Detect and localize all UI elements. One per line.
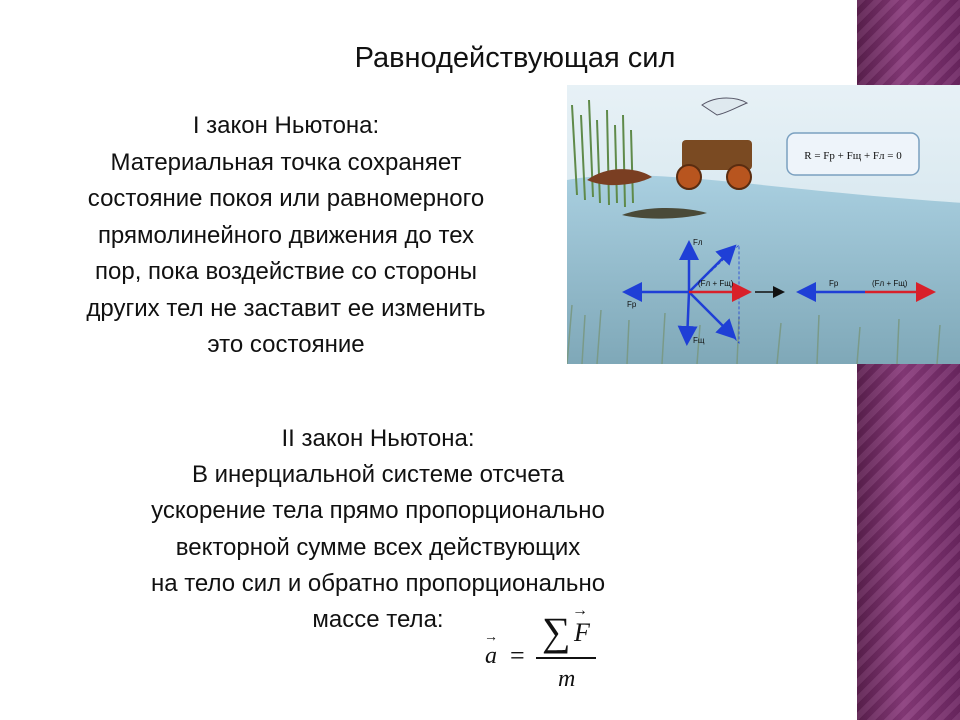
second-law-formula	[480, 602, 610, 698]
label-fl: Fл	[693, 238, 703, 247]
formula-force: F	[574, 618, 590, 647]
first-law-text	[8, 108, 564, 364]
second-law-line: на тело сил и обратно пропорционально	[150, 569, 606, 597]
label-fsh: Fщ	[693, 336, 705, 345]
formula-equals: =	[510, 641, 525, 670]
label-sum: (Fл + Fщ)	[698, 279, 734, 288]
first-law-line: состояние покоя или равномерного	[87, 185, 485, 212]
formula-acceleration: a	[485, 643, 497, 669]
second-law-text	[60, 421, 696, 638]
second-law-line: ускорение тела прямо пропорционально	[151, 497, 605, 525]
first-law-line: Материальная точка сохраняет	[110, 148, 462, 176]
label-sum-right: (Fл + Fщ)	[872, 279, 908, 288]
first-law-line: это состояние	[207, 331, 365, 358]
label-fr: Fр	[627, 300, 637, 309]
second-law-heading: II закон Ньютона:	[281, 425, 475, 452]
first-law-line: пор, пока воздействие со стороны	[95, 258, 477, 285]
second-law-line: массе тела:	[312, 606, 444, 634]
vector-arrow-icon: →	[484, 630, 498, 645]
first-law-line: других тел не заставит ее изменить	[86, 294, 486, 322]
label-fr-right: Fр	[829, 279, 839, 288]
formula-mass: m	[558, 666, 576, 692]
krylov-fable-force-illustration	[567, 85, 960, 364]
first-law-line: прямолинейного движения до тех	[97, 221, 475, 249]
first-law-heading: I закон Ньютона:	[192, 112, 380, 139]
fraction-bar	[536, 657, 596, 659]
slide-title: Равнодействующая сил	[354, 42, 676, 74]
second-law-line: векторной сумме всех действующих	[175, 533, 581, 561]
equilibrium-equation: R = Fр + Fщ + Fл = 0	[804, 150, 902, 162]
shore	[567, 175, 960, 364]
equation-box	[787, 133, 919, 175]
second-law-line: В инерциальной системе отсчета	[191, 461, 565, 489]
sum-sign-icon: ∑	[542, 609, 571, 654]
vector-arrow-icon: →	[572, 602, 588, 619]
